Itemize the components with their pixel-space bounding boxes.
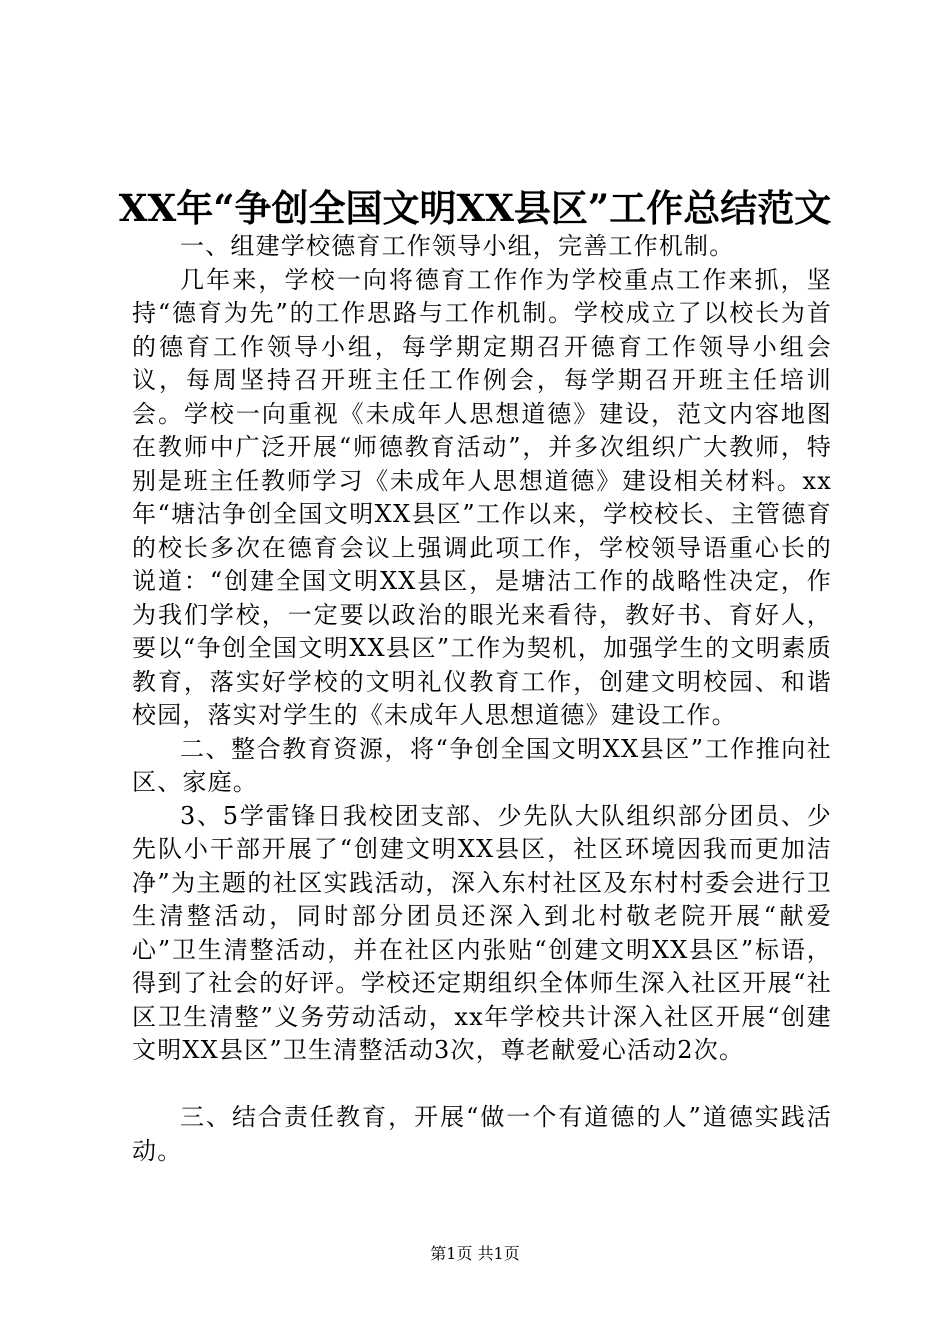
document-body <box>132 230 832 1168</box>
paragraph-1: 几年来，学校一向将德育工作作为学校重点工作来抓，坚持“德育为先”的工作思路与工作机制。学校成立了以校长为首的德育工作领导小组，每学期定期召开德育工作领导小组会议，每周坚持召开班主任工作例会，每学期召开班主任培训会。学校一向重视《未成年人思想道德》建设，范文内容地图在教师中广泛开展“师德教育活动”，并多次组织广大教师，特别是班主任教师学习《未成年人思想道德》建设相关材料。xx年“塘沽争创全国文明XX县区”工作以来，学校校长、主管德育的校长多次在德育会议上强调此项工作，学校领导语重心长的说道：“创建全国文明XX县区，是塘沽工作的战略性决定，作为我们学校，一定要以政治的眼光来看待，教好书、育好人，要以“争创全国文明XX县区”工作为契机，加强学生的文明素质教育，落实好学校的文明礼仪教育工作，创建文明校园、和谐校园，落实对学生的《未成年人思想道德》建设工作。 <box>132 265 832 729</box>
section-heading-2: 二、整合教育资源，将“争创全国文明XX县区”工作推向社区、家庭。 <box>132 734 832 796</box>
page-footer <box>0 1243 950 1265</box>
paragraph-2: 3、5学雷锋日我校团支部、少先队大队组织部分团员、少先队小干部开展了“创建文明XX县区，社区环境因我而更加洁净”为主题的社区实践活动，深入东村社区及东村村委会进行卫生清整活动，同时部分团员还深入到北村敬老院开展“献爱心”卫生清整活动，并在社区内张贴“创建文明XX县区”标语，得到了社会的好评。学校还定期组织全体师生深入社区开展“社区卫生清整”义务劳动活动，xx年学校共计深入社区开展“创建文明XX县区”卫生清整活动3次，尊老献爱心活动2次。 <box>132 801 832 1064</box>
page-number-label: 第1页 共1页 <box>430 1244 520 1263</box>
document-title: XX年“争创全国文明XX县区”工作总结范文 <box>118 186 832 230</box>
section-heading-1: 一、组建学校德育工作领导小组，完善工作机制。 <box>180 232 735 260</box>
section-heading-3: 三、结合责任教育，开展“做一个有道德的人”道德实践活动。 <box>132 1103 832 1165</box>
